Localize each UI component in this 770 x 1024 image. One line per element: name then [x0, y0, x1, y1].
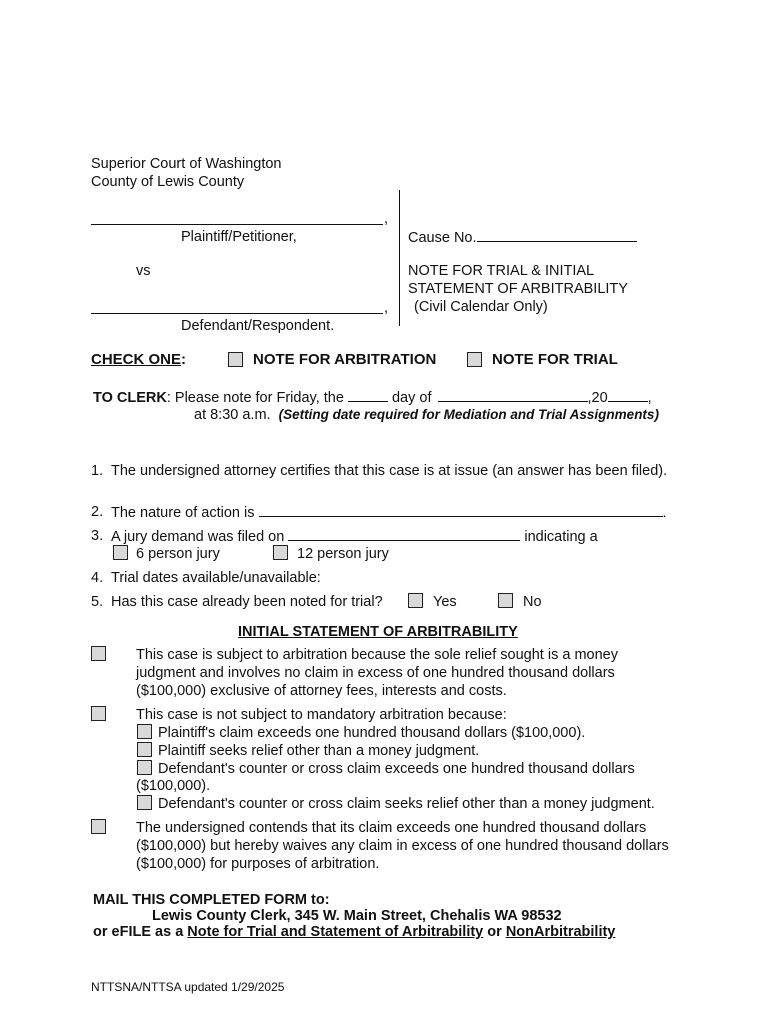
clerk-month-blank[interactable]	[438, 388, 588, 402]
item-2-line: The nature of action is .	[111, 505, 667, 521]
efile-line: or eFILE as a Note for Trial and Statement of Arbitrability or NonArbitrability	[93, 924, 616, 940]
twelve-person-jury-label: 12 person jury	[297, 546, 389, 562]
note-for-trial-checkbox[interactable]	[467, 352, 482, 367]
plaintiff-other-relief-label: Plaintiff seeks relief other than a money judgment.	[158, 743, 480, 759]
nature-of-action-blank[interactable]	[259, 503, 663, 517]
not-subject-to-arbitration-checkbox[interactable]	[91, 706, 106, 721]
twelve-person-jury-checkbox[interactable]	[273, 545, 288, 560]
subject-to-arbitration-checkbox[interactable]	[91, 646, 106, 661]
plaintiff-name-line[interactable]	[91, 224, 383, 225]
plaintiff-claim-exceeds-label: Plaintiff's claim exceeds one hundred thousand dollars ($100,000).	[158, 725, 586, 741]
court-name: Superior Court of Washington	[91, 156, 282, 172]
waives-excess-claim-text: The undersigned contends that its claim exceeds one hundred thousand dollars ($100,000) but hereby waives any claim in excess of one hundred thousand dollars ($100,000) for purposes of arbitration.	[136, 820, 669, 872]
note-for-arbitration-label: NOTE FOR ARBITRATION	[253, 351, 437, 368]
waives-excess-claim-checkbox[interactable]	[91, 819, 106, 834]
clerk-time: at 8:30 a.m.	[194, 407, 271, 423]
to-clerk-label: TO CLERK	[93, 390, 167, 406]
cause-number-field[interactable]	[408, 228, 637, 247]
cause-number-label: Cause No.	[408, 230, 477, 246]
subject-to-arbitration-text: This case is subject to arbitration because the sole relief sought is a money judgment and involves no claim in excess of one hundred thousand dollars ($100,000) exclusive of attorney fees, interests and costs.	[136, 647, 618, 699]
item-3-number: 3.	[91, 528, 104, 544]
item-5-text: Has this case already been noted for trial?	[111, 594, 383, 610]
cause-number-blank[interactable]	[477, 228, 637, 242]
noted-no-label: No	[523, 594, 542, 610]
plaintiff-other-relief-checkbox[interactable]	[137, 742, 152, 757]
item-3-line: A jury demand was filed on indicating a	[111, 529, 598, 545]
note-for-arbitration-checkbox[interactable]	[228, 352, 243, 367]
nonarbitrability-link[interactable]: NonArbitrability	[505, 924, 616, 940]
item-4-text: Trial dates available/unavailable:	[111, 570, 321, 586]
plaintiff-comma: ,	[384, 211, 389, 227]
noted-yes-checkbox[interactable]	[408, 593, 423, 608]
six-person-jury-label: 6 person jury	[136, 546, 220, 562]
defendant-claim-exceeds-checkbox[interactable]	[137, 760, 152, 775]
plaintiff-claim-exceeds-checkbox[interactable]	[137, 724, 152, 739]
item-2-number: 2.	[91, 504, 104, 520]
item-5-number: 5.	[91, 594, 104, 610]
clerk-time-line	[194, 406, 659, 424]
defendant-claim-exceeds-label: Defendant's counter or cross claim exceeds one hundred thousand dollars	[158, 761, 635, 777]
item-2-text: The nature of action is	[111, 505, 255, 521]
defendant-comma: ,	[384, 300, 389, 316]
defendant-other-relief-checkbox[interactable]	[137, 795, 152, 810]
clerk-setting-note: (Setting date required for Mediation and Trial Assignments)	[278, 407, 659, 422]
form-version-footer: NTTSNA/NTTSA updated 1/29/2025	[91, 980, 285, 994]
six-person-jury-checkbox[interactable]	[113, 545, 128, 560]
versus-label: vs	[136, 263, 151, 279]
note-for-trial-link[interactable]: Note for Trial and Statement of Arbitrability	[187, 924, 484, 940]
court-county: County of Lewis County	[91, 174, 245, 190]
mail-heading: MAIL THIS COMPLETED FORM to:	[93, 892, 330, 908]
plaintiff-label: Plaintiff/Petitioner,	[181, 229, 297, 245]
document-title-line3: (Civil Calendar Only)	[414, 299, 548, 315]
document-title-line2: STATEMENT OF ARBITRABILITY	[408, 281, 628, 297]
item-4-number: 4.	[91, 570, 104, 586]
item-1-number: 1.	[91, 463, 104, 479]
document-title-line1: NOTE FOR TRIAL & INITIAL	[408, 263, 595, 279]
item-3-text: A jury demand was filed on	[111, 529, 285, 545]
jury-demand-date-blank[interactable]	[288, 527, 520, 541]
clerk-day-blank[interactable]	[348, 388, 388, 402]
arbitrability-heading: INITIAL STATEMENT OF ARBITRABILITY	[238, 624, 518, 640]
defendant-label: Defendant/Respondent.	[181, 318, 335, 334]
noted-no-checkbox[interactable]	[498, 593, 513, 608]
defendant-name-line[interactable]	[91, 313, 383, 314]
clerk-year-blank[interactable]	[608, 388, 648, 402]
to-clerk-line: TO CLERK: Please note for Friday, the day of ,20 ,	[93, 390, 652, 406]
not-subject-to-arbitration-text: This case is not subject to mandatory arbitration because:	[136, 707, 507, 723]
defendant-other-relief-label: Defendant's counter or cross claim seeks relief other than a money judgment.	[158, 796, 655, 812]
defendant-claim-exceeds-continued: ($100,000).	[136, 778, 211, 794]
note-for-trial-label: NOTE FOR TRIAL	[492, 351, 618, 368]
check-one-label: CHECK ONE:	[91, 351, 187, 368]
caption-divider	[399, 190, 400, 326]
mail-address: Lewis County Clerk, 345 W. Main Street, Chehalis WA 98532	[152, 908, 562, 924]
item-1-text: The undersigned attorney certifies that this case is at issue (an answer has been filed).	[111, 463, 668, 479]
noted-yes-label: Yes	[433, 594, 457, 610]
